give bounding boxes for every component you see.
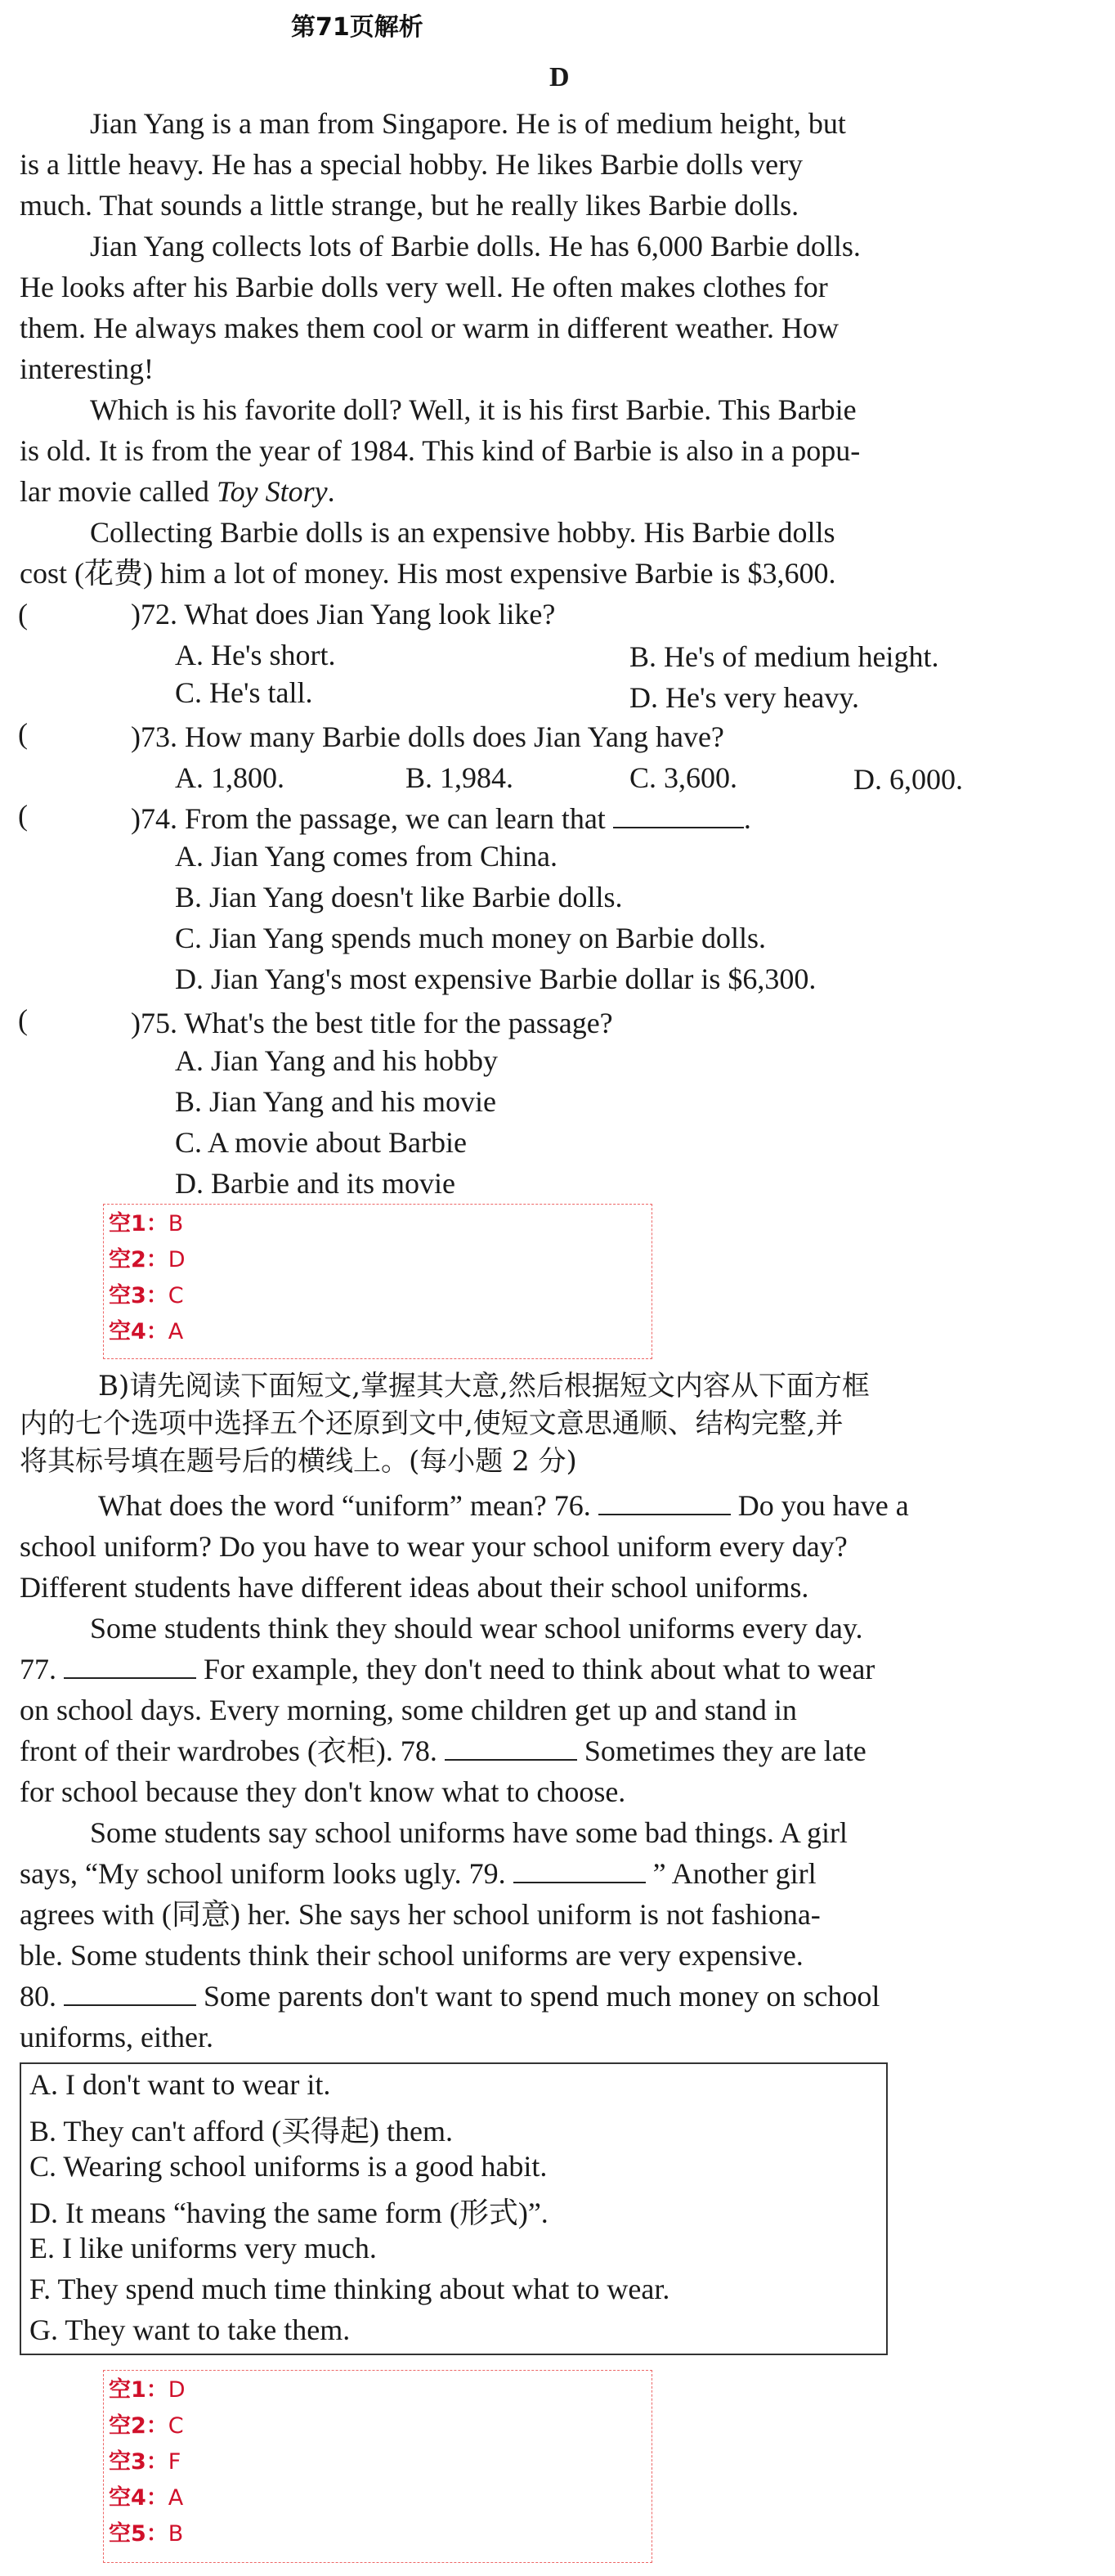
text-span: What does the word “uniform” mean? 76.: [98, 1489, 591, 1522]
text-line: Different students have different ideas about their school uniforms.: [20, 1571, 809, 1604]
answer-value: A: [168, 1319, 184, 1344]
text-line: [20, 1485, 1097, 1526]
text-line: uniforms, either.: [20, 2021, 213, 2053]
part-b-paragraph-1: [20, 1485, 1097, 1608]
text-span: .: [327, 475, 335, 508]
passage-paragraph-4: [20, 512, 1097, 594]
answer-row: [104, 2480, 652, 2516]
text-span: front of their wardrobes (衣柜). 78.: [20, 1735, 437, 1767]
part-b-instructions: [20, 1367, 1097, 1480]
text-line: interesting!: [20, 352, 154, 385]
text-span: ” Another girl: [652, 1857, 817, 1890]
option-a: A. 1,800.: [175, 761, 284, 794]
part-b-paragraph-2: [20, 1608, 1097, 1812]
option-d: D. Jian Yang's most expensive Barbie dollar is $6,300.: [175, 963, 817, 995]
option-a: A. I don't want to wear it.: [29, 2068, 331, 2101]
option-a: A. Jian Yang and his hobby: [175, 1044, 499, 1077]
answer-row: [104, 2516, 652, 2552]
option-b: B. He's of medium height.: [629, 640, 939, 673]
text-line: is a little heavy. He has a special hobby. He likes Barbie dolls very: [20, 148, 804, 181]
text-line: B)请先阅读下面短文,掌握其大意,然后根据短文内容从下面方框: [98, 1370, 870, 1402]
option-c: C. He's tall.: [175, 676, 313, 709]
text-line: Jian Yang is a man from Singapore. He is of medium height, but: [90, 107, 846, 140]
option-b: B. Jian Yang and his movie: [175, 1085, 497, 1118]
answer-row: [104, 1278, 652, 1314]
answer-value: C: [168, 2413, 184, 2439]
blank-76: [598, 1489, 731, 1515]
option-c: C. Jian Yang spends much money on Barbie dolls.: [175, 922, 766, 954]
question-text: How many Barbie dolls does Jian Yang have?: [185, 720, 724, 753]
answer-value: D: [168, 1247, 186, 1272]
answer-row: [104, 2444, 652, 2480]
fill-blank: [613, 802, 744, 828]
passage-paragraph-2: [20, 226, 1097, 389]
text-span: 80.: [20, 1980, 56, 2013]
text-line: cost (花费) him a lot of money. His most expensive Barbie is $3,600.: [20, 557, 836, 590]
answer-paren-close: ): [131, 720, 141, 753]
option-b: B. Jian Yang doesn't like Barbie dolls.: [175, 881, 623, 913]
answer-box-d: [103, 1204, 652, 1359]
text-line: is old. It is from the year of 1984. This kind of Barbie is also in a popu-: [20, 434, 861, 467]
answer-row: [104, 1314, 652, 1350]
text-line: on school days. Every morning, some children get up and stand in: [20, 1694, 797, 1726]
text-line: Some students say school uniforms have some bad things. A girl: [90, 1816, 848, 1849]
option-c: C. A movie about Barbie: [175, 1126, 467, 1159]
text-span: 77.: [20, 1653, 56, 1685]
answer-label: 空2：: [109, 1247, 168, 1272]
option-d: D. Barbie and its movie: [175, 1167, 455, 1200]
text-line: [20, 1853, 1097, 1894]
answer-box-b: [103, 2370, 652, 2563]
answer-paren-close: ): [131, 598, 141, 631]
option-f: F. They spend much time thinking about what to wear.: [29, 2273, 670, 2305]
passage-paragraph-3: [20, 389, 1097, 512]
question-number: 75.: [141, 1007, 177, 1039]
text-line: for school because they don't know what to choose.: [20, 1775, 626, 1808]
answer-value: B: [168, 2521, 184, 2547]
option-b: B. They can't afford (买得起) them.: [29, 2115, 454, 2147]
answer-label: 空4：: [109, 2485, 168, 2511]
part-b-paragraph-3: [20, 1812, 1097, 2058]
option-e: E. I like uniforms very much.: [29, 2232, 377, 2264]
text-span: Sometimes they are late: [584, 1735, 866, 1767]
text-line: He looks after his Barbie dolls very well. He often makes clothes for: [20, 271, 828, 303]
option-g: G. They want to take them.: [29, 2313, 351, 2346]
option-d: D. He's very heavy.: [629, 681, 860, 714]
movie-title: Toy Story: [216, 475, 328, 508]
text-span: says, “My school uniform looks ugly. 79.: [20, 1857, 506, 1890]
passage-paragraph-1: [20, 103, 1097, 226]
question-text: From the passage, we can learn that: [185, 802, 606, 835]
option-d: D. 6,000.: [853, 763, 963, 796]
answer-paren-close: ): [131, 1007, 141, 1039]
option-d: D. It means “having the same form (形式)”.: [29, 2197, 549, 2229]
option-a: A. He's short.: [175, 639, 336, 671]
question-number: 73.: [141, 720, 177, 753]
question-stem: [131, 716, 724, 757]
option-c: C. Wearing school uniforms is a good habit.: [29, 2150, 548, 2183]
text-line: Which is his favorite doll? Well, it is his first Barbie. This Barbie: [90, 393, 857, 426]
answer-row: [104, 1206, 652, 1242]
answer-label: 空5：: [109, 2521, 168, 2547]
option-a: A. Jian Yang comes from China.: [175, 840, 558, 873]
text-line: agrees with (同意) her. She says her school uniform is not fashiona-: [20, 1898, 821, 1931]
text-line: 内的七个选项中选择五个还原到文中,使短文意思通顺、结构完整,并: [20, 1407, 844, 1440]
answer-row: [104, 2372, 652, 2408]
text-line: them. He always makes them cool or warm in different weather. How: [20, 312, 840, 344]
text-line: much. That sounds a little strange, but he really likes Barbie dolls.: [20, 189, 799, 222]
text-line: [20, 471, 1097, 512]
text-line: Collecting Barbie dolls is an expensive hobby. His Barbie dolls: [90, 516, 835, 549]
text-line: [20, 1730, 1097, 1771]
text-span: .: [743, 802, 751, 835]
section-letter-d: D: [549, 62, 570, 92]
answer-label: 空4：: [109, 1319, 168, 1344]
blank-77: [64, 1653, 196, 1679]
question-text: What does Jian Yang look like?: [184, 598, 556, 631]
question-stem: [131, 798, 751, 839]
text-span: Some parents don't want to spend much money on school: [204, 1980, 880, 2013]
answer-label: 空1：: [109, 2377, 168, 2403]
question-number: 72.: [141, 598, 177, 631]
text-span: Do you have a: [737, 1489, 909, 1522]
answer-paren-close: ): [131, 802, 141, 835]
question-number: 74.: [141, 802, 177, 835]
answer-label: 空3：: [109, 2449, 168, 2475]
answer-value: F: [168, 2449, 181, 2475]
answer-value: A: [168, 2485, 184, 2511]
answer-value: D: [168, 2377, 186, 2403]
option-b: B. 1,984.: [405, 761, 514, 794]
text-line: 将其标号填在题号后的横线上。(每小题 2 分): [20, 1445, 577, 1478]
text-line: [20, 1649, 1097, 1690]
text-span: lar movie called: [20, 475, 209, 508]
blank-78: [445, 1735, 577, 1761]
answer-label: 空1：: [109, 1211, 168, 1236]
question-text: What's the best title for the passage?: [184, 1007, 613, 1039]
text-line: [20, 1976, 1097, 2017]
text-line: Some students think they should wear school uniforms every day.: [90, 1612, 863, 1645]
answer-value: C: [168, 1283, 184, 1308]
answer-row: [104, 2408, 652, 2444]
options-box: [20, 2062, 888, 2355]
answer-value: B: [168, 1211, 184, 1236]
answer-label: 空2：: [109, 2413, 168, 2439]
answer-paren-open: (: [18, 1003, 28, 1036]
option-c: C. 3,600.: [629, 761, 738, 794]
text-line: school uniform? Do you have to wear your school uniform every day?: [20, 1530, 848, 1563]
answer-row: [104, 1242, 652, 1278]
answer-paren-open: (: [18, 717, 28, 750]
blank-80: [64, 1980, 196, 2006]
answer-paren-open: (: [18, 598, 28, 631]
answer-paren-open: (: [18, 799, 28, 832]
question-stem: [131, 594, 555, 635]
question-stem: [131, 1003, 613, 1043]
text-line: ble. Some students think their school uniforms are very expensive.: [20, 1939, 804, 1972]
blank-79: [513, 1857, 646, 1883]
page-title: 第71页解析: [291, 13, 423, 42]
text-line: Jian Yang collects lots of Barbie dolls. He has 6,000 Barbie dolls.: [90, 230, 861, 263]
text-span: For example, they don't need to think about what to wear: [204, 1653, 875, 1685]
answer-label: 空3：: [109, 1283, 168, 1308]
